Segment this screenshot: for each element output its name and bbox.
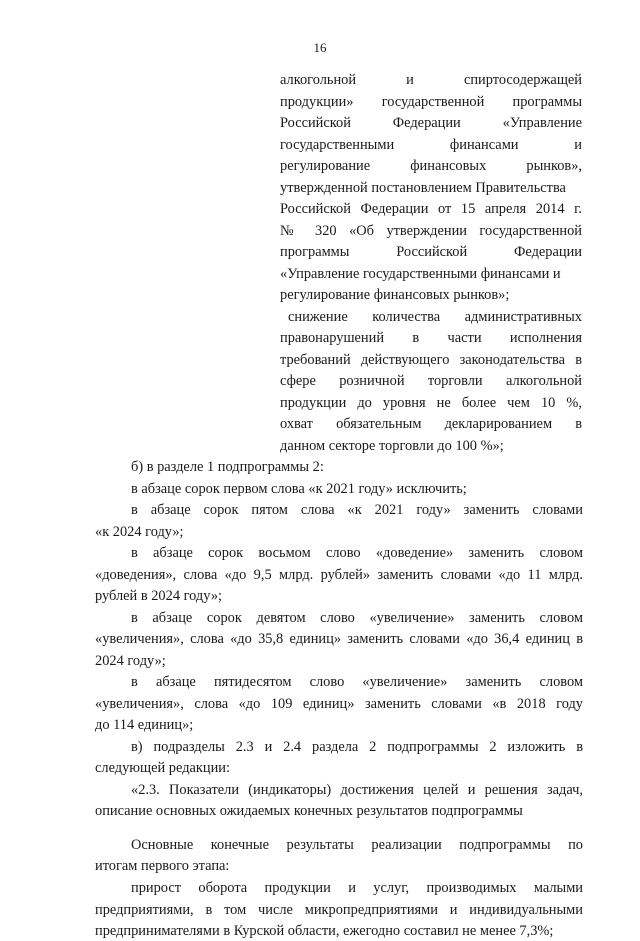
text-line: Основные конечные результаты реализации подпрограммы по — [131, 837, 583, 853]
text-line: б) в разделе 1 подпрограммы 2: — [131, 459, 324, 475]
text-line: сфере розничной торговли алкогольной — [280, 373, 582, 389]
text-line: «увеличения», слова «до 35,8 единиц» заменить словами «до 36,4 единиц в — [95, 631, 583, 647]
text-line: предпринимателями в Курской области, ежегодно составил не менее 7,3%; — [95, 923, 554, 939]
text-line: «к 2024 году»; — [95, 524, 184, 540]
text-line: данном секторе торговли до 100 %»; — [280, 438, 504, 454]
text-line: «Управление государственными финансами и — [280, 266, 561, 282]
text-line: требований действующего законодательства в — [280, 352, 582, 368]
text-line: в абзаце сорок первом слова «к 2021 году» исключить; — [131, 481, 467, 497]
text-line: в абзаце сорок пятом слова «к 2021 году» заменить словами — [131, 502, 583, 518]
text-line: в) подразделы 2.3 и 2.4 раздела 2 подпрограммы 2 изложить в — [131, 739, 583, 755]
text-line: итогам первого этапа: — [95, 858, 230, 874]
text-line: прирост оборота продукции и услуг, производимых малыми — [131, 880, 583, 896]
text-line: продукции» государственной программы — [280, 94, 582, 110]
text-line: Российской Федерации от 15 апреля 2014 г. — [280, 201, 582, 217]
text-line: программы Российской Федерации — [280, 244, 582, 260]
text-line: «увеличения», слова «до 109 единиц» заменить словами «в 2018 году — [95, 696, 583, 712]
text-line: рублей в 2024 году»; — [95, 588, 223, 604]
text-line: в абзаце сорок девятом слово «увеличение» заменить словом — [131, 610, 583, 626]
text-line: предприятиями, в том числе микропредприятиями и индивидуальными — [95, 901, 583, 918]
text-line: 2024 году»; — [95, 653, 166, 669]
text-line: следующей редакции: — [95, 760, 230, 776]
text-line: «доведения», слова «до 9,5 млрд. рублей» заменить словами «до 11 млрд. — [95, 567, 583, 583]
text-line: до 114 единиц»; — [95, 717, 194, 733]
text-line: алкогольной и спиртосодержащей — [280, 72, 582, 88]
text-line: в абзаце сорок восьмом слово «доведение» заменить словом — [131, 545, 583, 561]
section-heading: описание основных ожидаемых конечных результатов подпрограммы — [95, 803, 523, 819]
section-heading: «2.3. Показатели (индикаторы) достижения целей и решения задач, — [131, 782, 583, 798]
text-line: государственными финансами и — [280, 137, 582, 153]
text-line: охват обязательным декларированием в — [280, 416, 582, 432]
text-line: регулирование финансовых рынков»; — [280, 287, 510, 303]
text-line: утвержденной постановлением Правительства — [280, 180, 566, 196]
text-line: в абзаце пятидесятом слово «увеличение» заменить словом — [131, 674, 583, 690]
text-line: правонарушений в части исполнения — [280, 330, 582, 346]
text-line: снижение количества административных — [288, 309, 582, 325]
page-number: 16 — [313, 40, 327, 55]
text-line: № 320 «Об утверждении государственной — [280, 223, 582, 239]
text-line: Российской Федерации «Управление — [280, 115, 582, 131]
text-line: регулирование финансовых рынков», — [280, 158, 582, 174]
text-line: продукции до уровня не более чем 10 %, — [280, 395, 582, 411]
